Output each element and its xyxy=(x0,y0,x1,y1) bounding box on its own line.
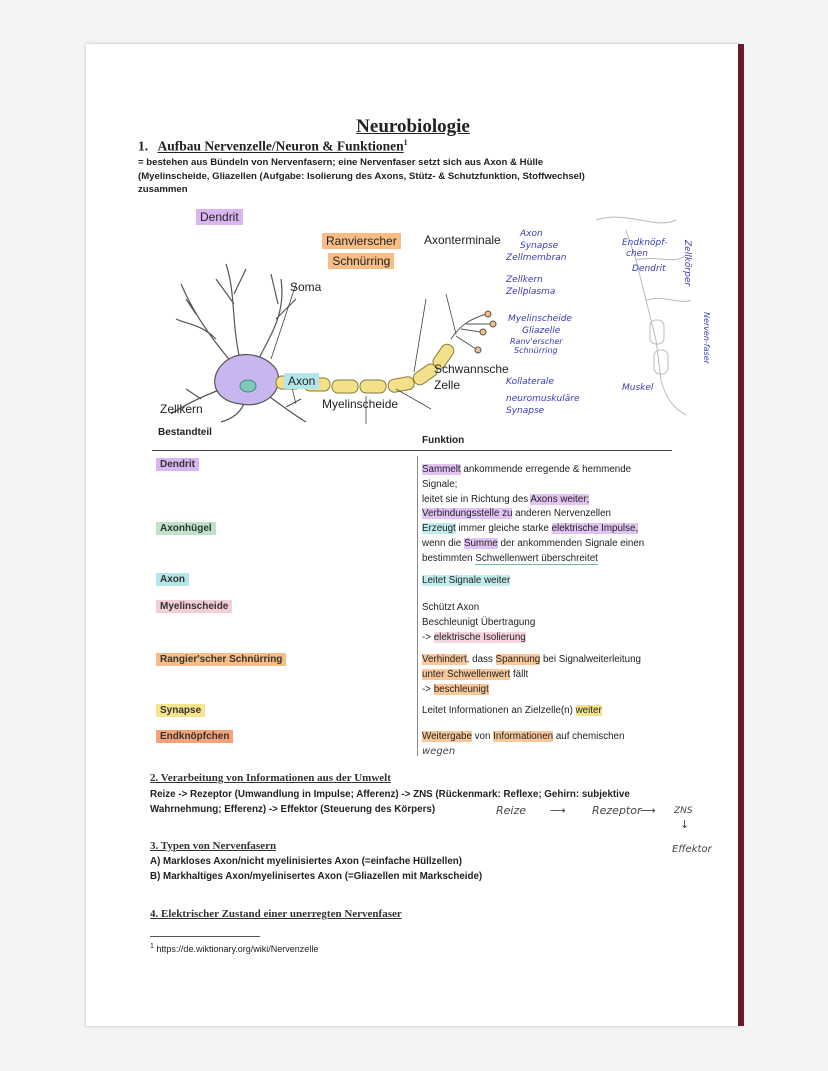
f-r1d: bei Signalweiterleitung xyxy=(540,654,641,665)
hand-arrow-1: ⟶ xyxy=(550,804,566,817)
label-ranvier-1: Ranvierscher xyxy=(322,233,401,249)
hand-synapse-2: Synapse xyxy=(506,406,545,416)
label-axonterminale: Axonterminale xyxy=(424,233,501,247)
hand-myelinscheide: Myelinscheide xyxy=(508,314,572,324)
hand-endknoepfchen-2: chen xyxy=(626,249,648,259)
f-d3b: Axons weiter; xyxy=(530,493,590,505)
f-r3b: beschleunigt xyxy=(433,683,489,695)
row-synapse xyxy=(156,700,205,718)
hand-ranvierscher-1: Ranv'erscher xyxy=(510,337,563,346)
table-header-funktion: Funktion xyxy=(422,435,465,446)
part-myelinscheide: Myelinscheide xyxy=(156,600,232,613)
f-d1a: Sammelt xyxy=(422,464,461,475)
document-page xyxy=(86,44,740,1026)
row-endknoepfchen xyxy=(156,726,233,744)
row-rangier xyxy=(156,649,286,667)
label-axon-wrap xyxy=(284,372,319,390)
hand-arrow-down: ↓ xyxy=(680,818,690,831)
part-dendrit: Dendrit xyxy=(156,458,199,471)
axon-terminals-drawing xyxy=(451,311,496,353)
f-ax1: Leitet Signale weiter xyxy=(422,575,511,586)
label-dendrit: Dendrit xyxy=(196,209,243,225)
table-divider xyxy=(152,450,672,451)
func-axon xyxy=(422,574,510,589)
section1-number: 1. xyxy=(138,138,149,154)
section1-title: Aufbau Nervenzelle/Neuron & Funktionen xyxy=(157,138,404,154)
f-s1b: weiter xyxy=(575,705,602,716)
label-dendrit-wrap xyxy=(196,208,243,226)
f-m3a: -> xyxy=(422,631,434,643)
label-ranvier-2: Schnürring xyxy=(328,253,394,269)
f-m3b: elektrische Isolierung xyxy=(433,631,526,643)
f-d1b: ankommende erregende & hemmende xyxy=(460,464,632,475)
f-r1c: Spannung xyxy=(495,654,541,665)
f-a2c: der ankommenden Signale einen xyxy=(497,537,645,549)
row-axon xyxy=(156,569,189,587)
f-r1b: , dass xyxy=(466,654,496,665)
f-d4a: Verbindungsstelle zu xyxy=(422,508,513,520)
f-r3a: -> xyxy=(422,683,434,695)
f-r2a: unter Schwellenwert xyxy=(422,668,511,680)
footnote-mark: 1 xyxy=(150,943,154,950)
hand-effektor: Effektor xyxy=(672,844,712,855)
footnote-rule xyxy=(150,936,260,937)
nucleus-drawing xyxy=(240,380,256,392)
part-endknoepfchen: Endknöpfchen xyxy=(156,730,233,743)
f-a2b: Summe xyxy=(463,537,498,549)
row-myelinscheide xyxy=(156,596,232,614)
hand-nervenfaser: Nerven-faser xyxy=(702,312,711,364)
hand-muskel: Muskel xyxy=(622,383,654,393)
section4-heading: 4. Elektrischer Zustand einer unerregten Nervenfaser xyxy=(150,908,402,920)
row-axonhuegel xyxy=(156,518,216,536)
dendrites-drawing xyxy=(171,264,306,422)
f-e1c: Informationen xyxy=(493,731,554,742)
part-synapse: Synapse xyxy=(156,704,205,717)
section3-body xyxy=(150,854,482,884)
hand-neuromuskulaere: neuromuskuläre xyxy=(506,394,580,404)
row-dendrit xyxy=(156,454,199,472)
func-synapse xyxy=(422,704,602,719)
hand-zellplasma: Zellplasma xyxy=(506,287,556,297)
f-a3b: Schwellenwert überschreitet xyxy=(475,552,598,564)
label-soma: Soma xyxy=(290,280,322,294)
f-e1d: auf chemischen xyxy=(553,731,625,742)
section2-line-1: Reize -> Rezeptor (Umwandlung in Impulse; Afferenz) -> ZNS (Rückenmark: Reflexe; Gehirn: subjektive xyxy=(150,789,630,800)
func-axonhuegel xyxy=(422,522,682,566)
f-a1a: Erzeugt xyxy=(422,523,456,534)
label-axon: Axon xyxy=(284,373,319,389)
hand-zellkern: Zellkern xyxy=(506,275,543,285)
f-a3a: bestimmten xyxy=(422,552,476,564)
section3-item-b: B) Markhaltiges Axon/myelinisertes Axon (=Gliazellen mit Markscheide) xyxy=(150,871,483,882)
hand-dendrit: Dendrit xyxy=(632,264,666,274)
hand-arrow-2: ⟶ xyxy=(640,804,656,817)
hand-reize: Reize xyxy=(496,804,527,817)
hand-kollaterale: Kollaterale xyxy=(506,377,554,387)
section3-heading: 3. Typen von Nervenfasern xyxy=(150,840,277,852)
binder-edge xyxy=(738,44,744,1026)
func-rangier xyxy=(422,653,682,697)
hand-rezeptor: Rezeptor xyxy=(592,804,642,817)
label-ranvier-wrap xyxy=(322,232,401,270)
f-e2: wegen xyxy=(422,745,456,757)
f-a2a: wenn die xyxy=(422,537,464,549)
intro-line-3: zusammen xyxy=(138,184,188,195)
footnote-ref: 1 xyxy=(403,138,408,147)
footnote-link[interactable]: https://de.wiktionary.org/wiki/Nervenzelle xyxy=(156,944,319,954)
hand-zellkoerper: Zellkörper xyxy=(682,240,692,287)
intro-line-1: = bestehen aus Bündeln von Nervenfasern; eine Nervenfaser setzt sich aus Axon & Hülle xyxy=(138,157,544,168)
part-axonhuegel: Axonhügel xyxy=(156,522,216,535)
f-d2: Signale; xyxy=(422,478,458,490)
func-myelinscheide xyxy=(422,601,535,645)
hand-synapse: Synapse xyxy=(520,241,559,251)
f-a1c: elektrische Impulse, xyxy=(551,523,639,534)
f-r2b: fällt xyxy=(510,668,529,680)
footnote xyxy=(150,943,318,954)
hand-zns: ZNS xyxy=(674,806,693,816)
intro-line-2: (Myelinscheide, Gliazellen (Aufgabe: Isolierung des Axons, Stütz- & Schutzfunktion, Stoffwechsel) xyxy=(138,170,585,182)
section3-item-a: A) Markloses Axon/nicht myelinisiertes Axon (=einfache Hüllzellen) xyxy=(150,856,463,867)
part-rangier: Rangier'scher Schnürring xyxy=(156,653,286,666)
f-s1a: Leitet Informationen an Zielzelle(n) xyxy=(422,705,576,716)
section1-intro xyxy=(138,156,698,197)
func-endknoepfchen xyxy=(422,730,624,760)
hand-axon: Axon xyxy=(520,229,543,239)
hand-zellmembran: Zellmembran xyxy=(506,253,567,263)
label-zellkern: Zellkern xyxy=(160,402,203,416)
f-e1b: von xyxy=(471,731,494,742)
f-e1a: Weitergabe xyxy=(422,731,472,742)
table-header-bestandteil: Bestandteil xyxy=(158,427,212,438)
page-title: Neurobiologie xyxy=(356,116,470,137)
hand-ranvierscher-2: Schnürring xyxy=(514,346,558,355)
f-d3a: leitet sie in Richtung des xyxy=(422,493,531,505)
part-axon: Axon xyxy=(156,573,189,586)
label-schwann-1: Schwannsche xyxy=(434,362,509,376)
section2-line-2: Wahrnehmung; Efferenz) -> Effektor (Steuerung des Körpers) xyxy=(150,804,436,815)
label-myelinscheide: Myelinscheide xyxy=(322,397,399,411)
f-m1: Schützt Axon xyxy=(422,602,480,613)
hand-gliazelle: Gliazelle xyxy=(522,326,561,336)
hand-endknoepfchen-1: Endknöpf- xyxy=(622,238,668,248)
label-schwann-2: Zelle xyxy=(434,378,461,392)
func-column-line xyxy=(417,456,418,756)
section2-heading: 2. Verarbeitung von Informationen aus der Umwelt xyxy=(150,772,391,784)
f-d4b: anderen Nervenzellen xyxy=(512,508,611,520)
f-m2: Beschleunigt Übertragung xyxy=(422,616,536,628)
f-r1a: Verhindert xyxy=(422,654,467,665)
f-a1b: immer gleiche starke xyxy=(455,523,552,534)
side-sketch-drawing xyxy=(566,200,706,430)
section1-heading xyxy=(138,138,408,155)
func-dendrit xyxy=(422,463,672,522)
